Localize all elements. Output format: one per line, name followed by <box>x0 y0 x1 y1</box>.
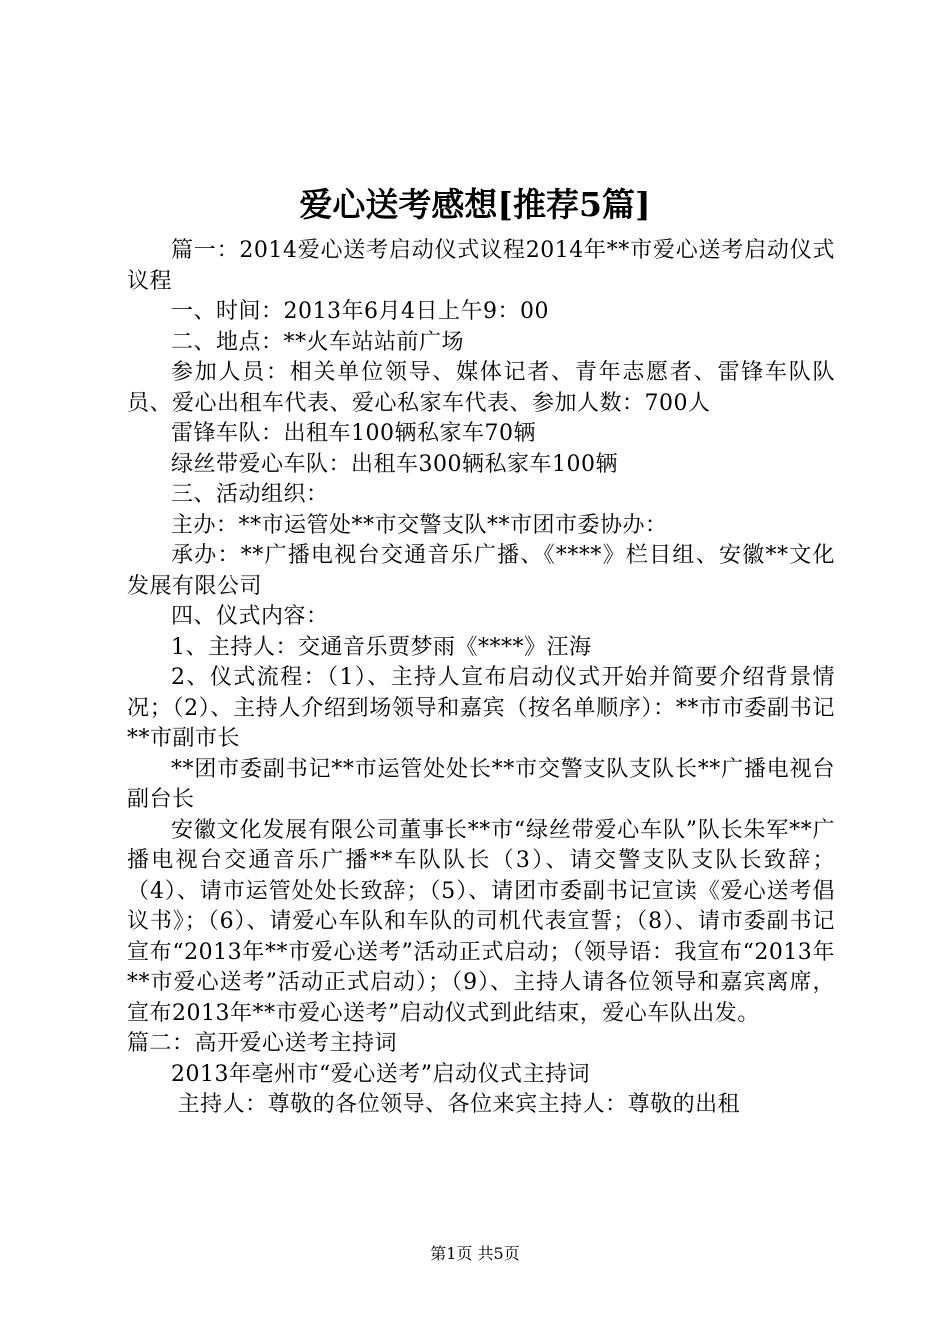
paragraph: 2013年亳州市“爱心送考”启动仪式主持词 <box>171 1061 590 1087</box>
paragraph: 篇一：2014爱心送考启动仪式议程2014年**市爱心送考启动仪式议程 <box>127 238 835 294</box>
paragraph: 三、活动组织： <box>171 482 329 507</box>
page-footer: 第1页 共5页 <box>430 1244 520 1263</box>
paragraph: 安徽文化发展有限公司董事长**市“绿丝带爱心车队”队长朱军**广播电视台交通音乐广播**车队队长（3）、请交警支队支队长致辞；（4）、请市运管处处长致辞；（5）、请团市委副书记宣读《爱心送考倡议书》；（6）、请爱心车队和车队的司机代表宣誓；（8）、请市委副书记宣布“2013年**市爱心送考”活动正式启动；（领导语：我宣布“2013年**市爱心送考”活动正式启动）；（9）、主持人请各位领导和嘉宾离席，宣布2013年**市爱心送考”启动仪式到此结束，爱心车队出发。 <box>127 817 835 1026</box>
paragraph: 主持人：尊敬的各位领导、各位来宾主持人：尊敬的出租 <box>177 1092 741 1117</box>
paragraph: **团市委副书记**市运管处处长**市交警支队支队长**广播电视台副台长 <box>127 756 835 812</box>
paragraph: 一、时间：2013年6月4日上午9：00 <box>171 299 549 324</box>
paragraph: 绿丝带爱心车队：出租车300辆私家车100辆 <box>171 451 618 477</box>
paragraph: 四、仪式内容： <box>171 604 329 629</box>
paragraph: 二、地点：**火车站站前广场 <box>171 329 465 355</box>
paragraph: 雷锋车队：出租车100辆私家车70辆 <box>171 421 536 446</box>
paragraph: 2、仪式流程：（1）、主持人宣布启动仪式开始并简要介绍背景情况；（2）、主持人介绍到场领导和嘉宾（按名单顺序）：**市市委副书记**市副市长 <box>127 665 835 751</box>
document-title: 爱心送考感想[推荐5篇] <box>299 185 651 224</box>
paragraph: 承办：**广播电视台交通音乐广播、《****》栏目组、安徽**文化发展有限公司 <box>127 543 835 599</box>
paragraph: 1、主持人：交通音乐贾梦雨《****》汪海 <box>171 634 592 660</box>
document-body <box>127 236 835 1121</box>
paragraph: 参加人员：相关单位领导、媒体记者、青年志愿者、雷锋车队队员、爱心出租车代表、爱心私家车代表、参加人数：700人 <box>127 360 835 416</box>
section-heading: 篇二：高开爱心送考主持词 <box>127 1031 398 1056</box>
paragraph: 主办：**市运管处**市交警支队**市团市委协办： <box>171 512 668 538</box>
